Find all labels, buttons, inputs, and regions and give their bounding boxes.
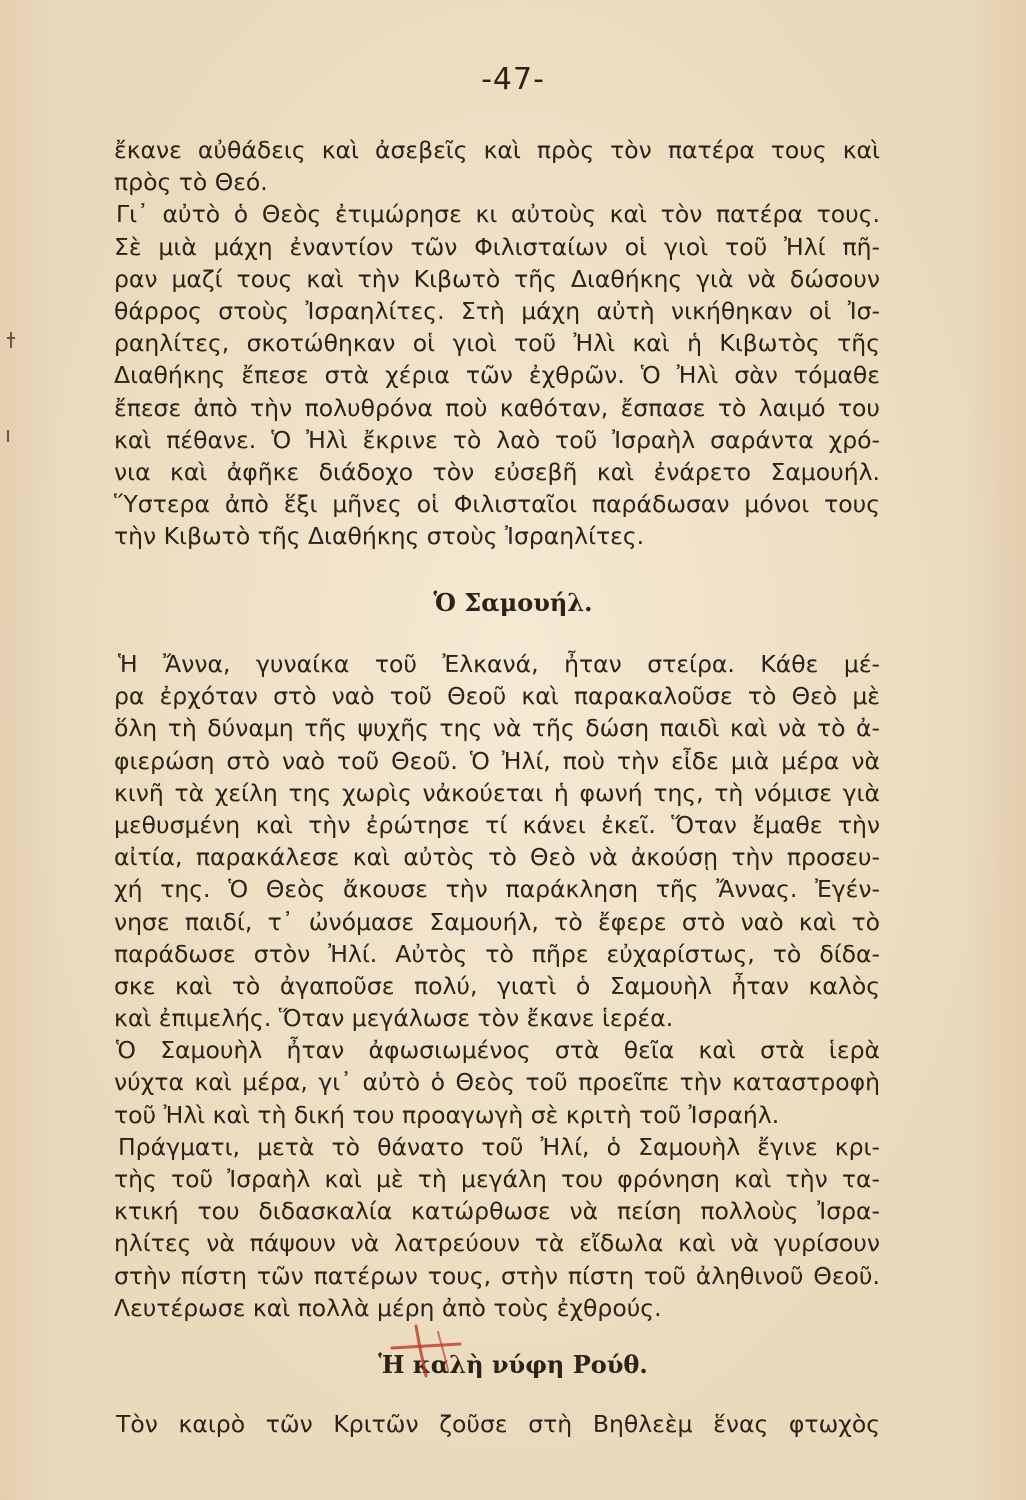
text-line: Σὲ μιὰ μάχη ἐναντίον τῶν Φιλισταίων οἱ γιοὶ τοῦ Ἠλί πῆ- [114, 232, 880, 261]
paragraph-block-samuel [114, 648, 880, 1324]
text-line: Λευτέρωσε καὶ πολλὰ μέρη ἀπὸ τοὺς ἐχθρούς. [114, 1293, 662, 1322]
text-line: αἰτία, παρακάλεσε καὶ αὐτὸς τὸ Θεὸ νὰ ἀκούσῃ τὴν προσευ- [114, 843, 880, 872]
text-line: τοῦ Ἠλὶ καὶ τὴ δική του προαγωγὴ σὲ κριτὴ τοῦ Ἰσραήλ. [114, 1100, 780, 1129]
text-line: Πράγματι, μετὰ τὸ θάνατο τοῦ Ἠλί, ὁ Σαμουὴλ ἔγινε κρι- [118, 1132, 880, 1161]
text-line: ρα ἐρχόταν στὸ ναὸ τοῦ Θεοῦ καὶ παρακαλοῦσε τὸ Θεὸ μὲ [114, 682, 880, 711]
text-line: Ὁ Σαμουὴλ ἦταν ἀφωσιωμένος στὰ θεῖα καὶ στὰ ἱερὰ [116, 1036, 880, 1065]
red-cross-mark-icon [386, 1318, 466, 1382]
text-line: καὶ ἐπιμελής. Ὅταν μεγάλωσε τὸν ἔκανε ἱερέα. [114, 1004, 674, 1033]
text-line: σκε καὶ τὸ ἀγαποῦσε πολύ, γιατὶ ὁ Σαμουὴλ ἦταν καλὸς [114, 971, 880, 1000]
text-line: Τὸν καιρὸ τῶν Κριτῶν ζοῦσε στὴ Βηθλεὲμ ἕνας φτωχὸς [116, 1410, 880, 1438]
text-line: νησε παιδί, τ᾿ ὠνόμασε Σαμουήλ, τὸ ἔφερε στὸ ναὸ καὶ τὸ [114, 907, 880, 936]
text-line: παράδωσε στὸν Ἠλί. Αὐτὸς τὸ πῆρε εὐχαρίστως, τὸ δίδα- [114, 939, 880, 968]
text-line: ηλίτες νὰ πάψουν νὰ λατρεύουν τὰ εἴδωλα καὶ νὰ γυρίσουν [114, 1229, 880, 1258]
text-line: στὴν πίστη τῶν πατέρων τους, στὴν πίστη τοῦ ἀληθινοῦ Θεοῦ. [114, 1261, 880, 1290]
paragraph-block-eli [114, 134, 880, 552]
text-line: ραν μαζί τους καὶ τὴν Κιβωτὸ τῆς Διαθήκης γιὰ νὰ δώσουν [114, 264, 880, 293]
text-line: κινῆ τὰ χείλη της χωρὶς νἀκούεται ἡ φωνή της, τὴ νόμισε γιὰ [114, 778, 880, 807]
margin-ink-mark-icon [2, 428, 14, 444]
text-line: ἔκανε αὐθάδεις καὶ ἀσεβεῖς καὶ πρὸς τὸν πατέρα τους καὶ [114, 136, 880, 164]
section-heading-samuel: Ὁ Σαμουήλ. [433, 588, 593, 617]
text-line: φιερώση στὸ ναὸ τοῦ Θεοῦ. Ὁ Ἠλί, ποὺ τὴν εἶδε μιὰ μέρα νὰ [114, 746, 880, 775]
text-line: τὴς τοῦ Ἰσραὴλ καὶ μὲ τὴ μεγάλη του φρόνηση καὶ τὴν τα- [114, 1165, 880, 1193]
text-line: πρὸς τὸ Θεό. [114, 168, 268, 197]
page-number: -47- [481, 62, 545, 97]
section-heading-ruth: Ἡ καλὴ νύφη Ρούθ. [378, 1350, 648, 1379]
paragraph-block-ruth [114, 1408, 880, 1440]
text-line: καὶ πέθανε. Ὁ Ἠλὶ ἔκρινε τὸ λαὸ τοῦ Ἰσραὴλ σαράντα χρό- [114, 425, 880, 454]
text-line: Ἡ Ἄννα, γυναίκα τοῦ Ἐλκανά, ἦταν στείρα. Κάθε μέ- [118, 650, 880, 678]
text-line: μεθυσμένη καὶ τὴν ἐρώτησε τί κάνει ἐκεῖ. Ὅταν ἔμαθε τὴν [114, 810, 880, 839]
text-line: νύχτα καὶ μέρα, γι᾿ αὐτὸ ὁ Θεὸς τοῦ προεῖπε τὴν καταστροφὴ [114, 1068, 880, 1097]
text-line: ραηλίτες, σκοτώθηκαν οἱ γιοὶ τοῦ Ἠλὶ καὶ ἡ Κιβωτὸς τῆς [114, 329, 880, 358]
text-line: τὴν Κιβωτὸ τῆς Διαθήκης στοὺς Ἰσραηλίτες. [114, 522, 645, 551]
text-line: νια καὶ ἀφῆκε διάδοχο τὸν εὐσεβῆ καὶ ἐνάρετο Σαμουήλ. [114, 457, 880, 486]
text-line: χή της. Ὁ Θεὸς ἄκουσε τὴν παράκληση τῆς Ἄννας. Ἐγέν- [114, 875, 880, 904]
margin-ink-mark-icon [4, 330, 18, 350]
text-line: θάρρος στοὺς Ἰσραηλίτες. Στὴ μάχη αὐτὴ νικήθηκαν οἱ Ἰσ- [114, 296, 880, 325]
text-line: Ὕστερα ἀπὸ ἕξι μῆνες οἱ Φιλισταῖοι παράδωσαν μόνοι τους [114, 490, 880, 519]
text-line: ὅλη τὴ δύναμη τῆς ψυχῆς της νὰ τῆς δώση παιδὶ καὶ νὰ τὸ ἀ- [114, 714, 880, 743]
text-line: ἔπεσε ἀπὸ τὴν πολυθρόνα ποὺ καθόταν, ἔσπασε τὸ λαιμό του [114, 393, 880, 422]
text-line: Γι᾿ αὐτὸ ὁ Θεὸς ἐτιμώρησε κι αὐτοὺς καὶ τὸν πατέρα τους. [116, 200, 880, 229]
text-line: Διαθήκης ἔπεσε στὰ χέρια τῶν ἐχθρῶν. Ὁ Ἠλὶ σὰν τόμαθε [114, 361, 880, 390]
text-line: κτική του διδασκαλία κατώρθωσε νὰ πείση πολλοὺς Ἰσρα- [114, 1197, 880, 1226]
